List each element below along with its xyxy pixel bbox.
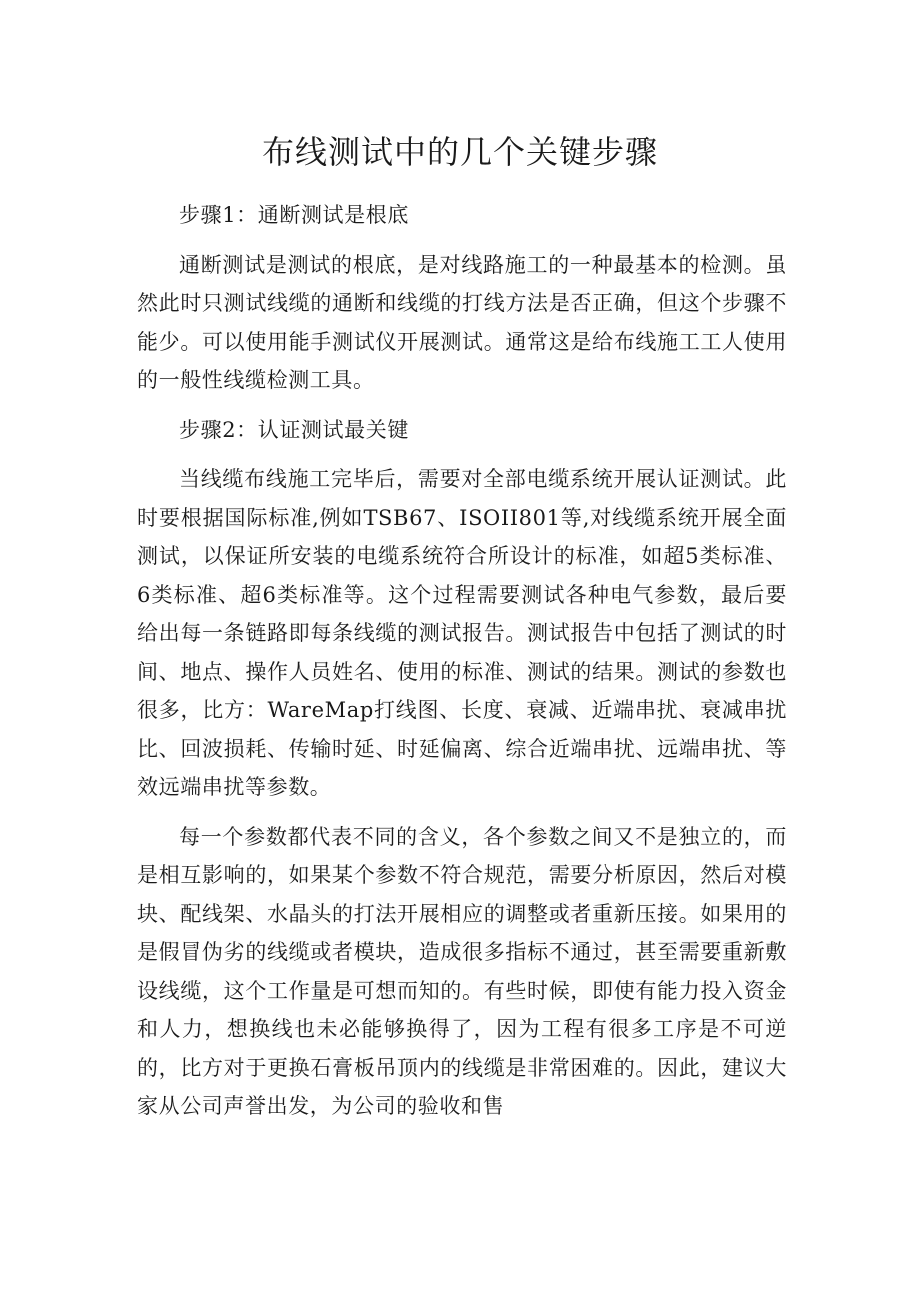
step-2-paragraph: 当线缆布线施工完毕后，需要对全部电缆系统开展认证测试。此时要根据国际标准,例如TSB67、ISOII801等,对线缆系统开展全面测试，以保证所安装的电缆系统符合所设计的标准，如超5类标准、6类标准、超6类标准等。这个过程需要测试各种电气参数，最后要给出每一条链路即每条线缆的测试报告。测试报告中包括了测试的时间、地点、操作人员姓名、使用的标准、测试的结果。测试的参数也很多，比方：WareMap打线图、长度、衰减、近端串扰、衰减串扰比、回波损耗、传输时延、时延偏离、综合近端串扰、远端串扰、等效远端串扰等参数。 — [137, 467, 787, 799]
document-title: 布线测试中的几个关键步骤 — [261, 133, 658, 171]
step-2-heading: 步骤2：认证测试最关键 — [179, 417, 409, 442]
parameters-paragraph: 每一个参数都代表不同的含义，各个参数之间又不是独立的，而是相互影响的，如果某个参数不符合规范，需要分析原因，然后对模块、配线架、水晶头的打法开展相应的调整或者重新压接。如果用的是假冒伪劣的线缆或者模块，造成很多指标不通过，甚至需要重新敷设线缆，这个工作量是可想而知的。有些时候，即使有能力投入资金和人力，想换线也未必能够换得了，因为工程有很多工序是不可逆的，比方对于更换石膏板吊顶内的线缆是非常困难的。因此，建议大家从公司声誉出发，为公司的验收和售 — [137, 824, 787, 1118]
document-body — [137, 196, 787, 1137]
step-1-heading: 步骤1：通断测试是根底 — [179, 203, 409, 227]
step-1-paragraph: 通断测试是测试的根底，是对线路施工的一种最基本的检测。虽然此时只测试线缆的通断和线缆的打线方法是否正确，但这个步骤不能少。可以使用能手测试仪开展测试。通常这是给布线施工工人使用的一般性线缆检测工具。 — [137, 252, 787, 392]
